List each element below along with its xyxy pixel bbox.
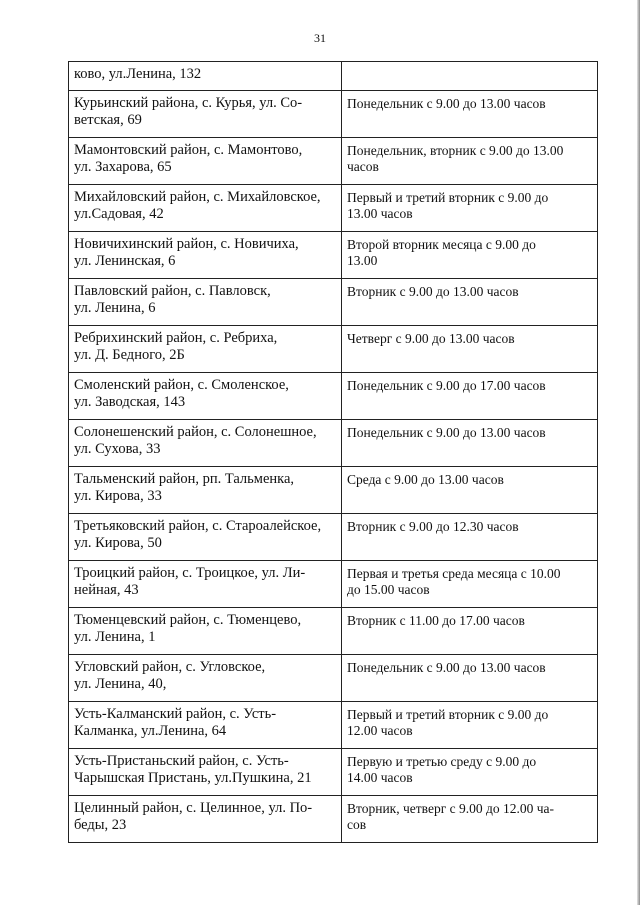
address-cell: Троицкий район, с. Троицкое, ул. Ли- нейная, 43 <box>69 561 342 608</box>
schedule-cell: Понедельник, вторник с 9.00 до 13.00 часов <box>342 138 598 185</box>
address-cell: Усть-Пристаньский район, с. Усть- Чарышская Пристань, ул.Пушкина, 21 <box>69 749 342 796</box>
schedule-cell: Вторник, четверг с 9.00 до 12.00 ча- сов <box>342 796 598 843</box>
table-row <box>69 467 598 514</box>
table-row <box>69 138 598 185</box>
schedule-cell: Вторник с 11.00 до 17.00 часов <box>342 608 598 655</box>
table-row <box>69 62 598 91</box>
table-row <box>69 655 598 702</box>
address-cell: Смоленский район, с. Смоленское, ул. Заводская, 143 <box>69 373 342 420</box>
schedule-cell: Понедельник с 9.00 до 13.00 часов <box>342 91 598 138</box>
table-row <box>69 702 598 749</box>
address-cell: Тальменский район, рп. Тальменка, ул. Кирова, 33 <box>69 467 342 514</box>
table-row <box>69 279 598 326</box>
address-cell: Тюменцевский район, с. Тюменцево, ул. Ленина, 1 <box>69 608 342 655</box>
address-cell: Угловский район, с. Угловское, ул. Ленина, 40, <box>69 655 342 702</box>
schedule-cell: Первый и третий вторник с 9.00 до 13.00 часов <box>342 185 598 232</box>
address-cell: Новичихинский район, с. Новичиха, ул. Ленинская, 6 <box>69 232 342 279</box>
table-row <box>69 561 598 608</box>
address-cell: ково, ул.Ленина, 132 <box>69 62 342 91</box>
table-row <box>69 185 598 232</box>
table-row <box>69 749 598 796</box>
reception-schedule-table <box>68 61 598 843</box>
schedule-cell: Вторник с 9.00 до 12.30 часов <box>342 514 598 561</box>
address-cell: Курьинский района, с. Курья, ул. Со- ветская, 69 <box>69 91 342 138</box>
schedule-cell: Среда с 9.00 до 13.00 часов <box>342 467 598 514</box>
address-cell: Целинный район, с. Целинное, ул. По- беды, 23 <box>69 796 342 843</box>
address-cell: Усть-Калманский район, с. Усть- Калманка, ул.Ленина, 64 <box>69 702 342 749</box>
address-cell: Третьяковский район, с. Староалейское, ул. Кирова, 50 <box>69 514 342 561</box>
schedule-cell: Четверг с 9.00 до 13.00 часов <box>342 326 598 373</box>
schedule-cell: Понедельник с 9.00 до 17.00 часов <box>342 373 598 420</box>
schedule-cell: Первая и третья среда месяца с 10.00 до 15.00 часов <box>342 561 598 608</box>
schedule-cell: Первую и третью среду с 9.00 до 14.00 часов <box>342 749 598 796</box>
table-row <box>69 232 598 279</box>
table-row <box>69 796 598 843</box>
address-cell: Ребрихинский район, с. Ребриха, ул. Д. Бедного, 2Б <box>69 326 342 373</box>
address-cell: Павловский район, с. Павловск, ул. Ленина, 6 <box>69 279 342 326</box>
schedule-cell: Вторник с 9.00 до 13.00 часов <box>342 279 598 326</box>
schedule-cell <box>342 62 598 91</box>
schedule-cell: Понедельник с 9.00 до 13.00 часов <box>342 655 598 702</box>
schedule-cell: Второй вторник месяца с 9.00 до 13.00 <box>342 232 598 279</box>
page-number: 31 <box>314 31 326 45</box>
address-cell: Солонешенский район, с. Солонешное, ул. Сухова, 33 <box>69 420 342 467</box>
schedule-cell: Понедельник с 9.00 до 13.00 часов <box>342 420 598 467</box>
table-row <box>69 420 598 467</box>
table-row <box>69 514 598 561</box>
address-cell: Михайловский район, с. Михайловское, ул.Садовая, 42 <box>69 185 342 232</box>
table-row <box>69 91 598 138</box>
table-row <box>69 326 598 373</box>
schedule-cell: Первый и третий вторник с 9.00 до 12.00 часов <box>342 702 598 749</box>
address-cell: Мамонтовский район, с. Мамонтово, ул. Захарова, 65 <box>69 138 342 185</box>
table-row <box>69 608 598 655</box>
table-row <box>69 373 598 420</box>
